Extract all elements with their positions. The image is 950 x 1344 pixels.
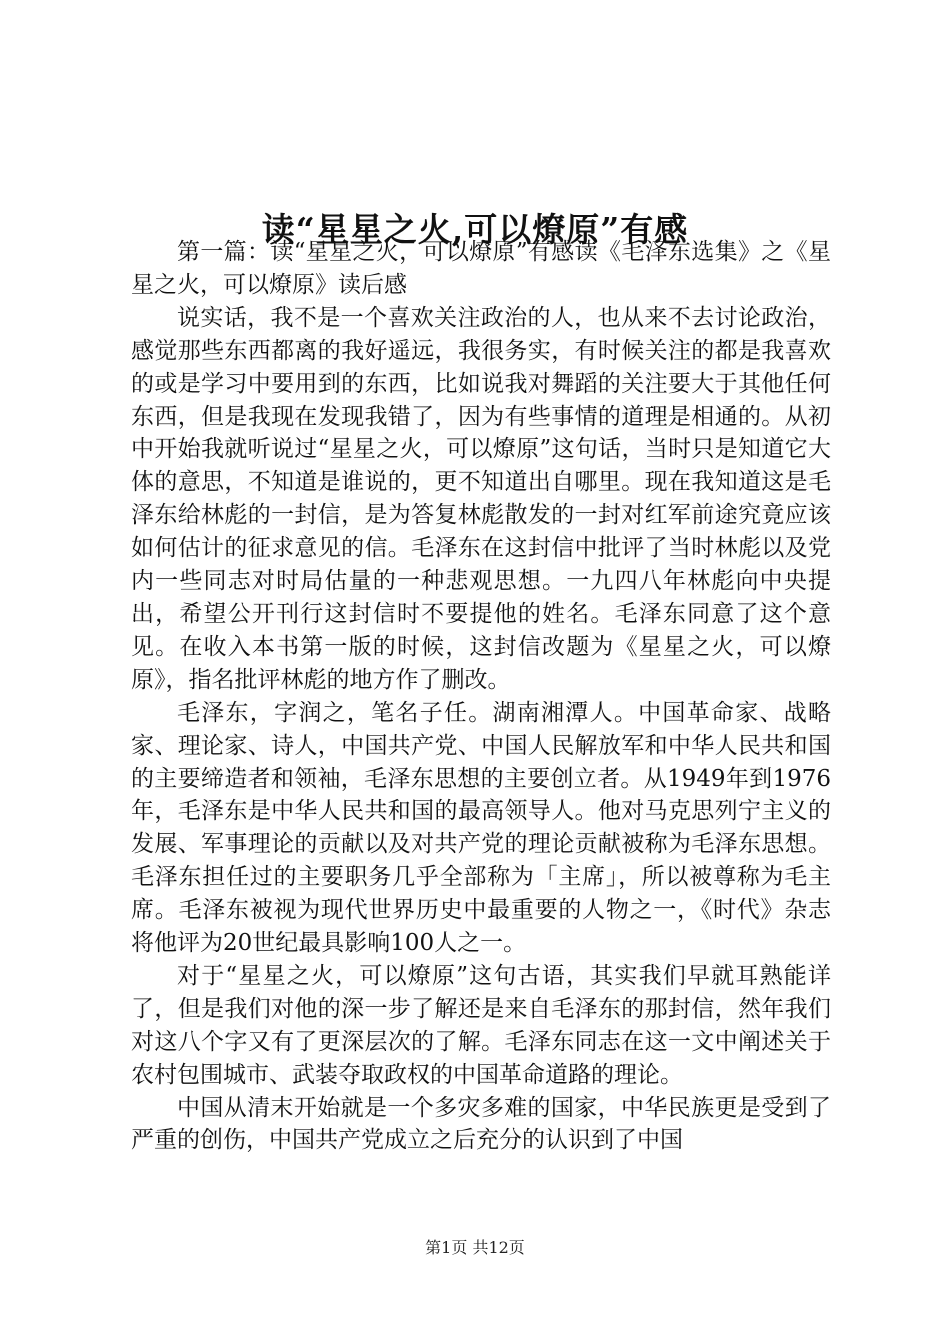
paragraph-4: 中国从清末开始就是一个多灾多难的国家，中华民族更是受到了严重的创伤，中国共产党成立之后充分的认识到了中国 — [131, 1094, 831, 1154]
paragraph-1: 说实话，我不是一个喜欢关注政治的人，也从来不去讨论政治，感觉那些东西都离的我好遥远，我很务实，有时候关注的都是我喜欢的或是学习中要用到的东西，比如说我对舞蹈的关注要大于其他任何东西，但是我现在发现我错了，因为有些事情的道理是相通的。从初中开始我就听说过“星星之火，可以燎原”这句话，当时只是知道它大体的意思，不知道是谁说的，更不知道出自哪里。现在我知道这是毛泽东给林彪的一封信，是为答复林彪散发的一封对红军前途究竟应该如何估计的征求意见的信。毛泽东在这封信中批评了当时林彪以及党内一些同志对时局估量的一种悲观思想。一九四八年林彪向中央提出，希望公开刊行这封信时不要提他的姓名。毛泽东同意了这个意见。在收入本书第一版的时候，这封信改题为《星星之火，可以燎原》，指名批评林彪的地方作了删改。 — [131, 304, 831, 693]
page-number-footer: 第1页 共12页 — [425, 1238, 525, 1257]
paragraph-intro: 第一篇：读“星星之火，可以燎原”有感读《毛泽东选集》之《星星之火，可以燎原》读后感 — [131, 239, 831, 298]
document-body — [131, 236, 831, 1157]
paragraph-2: 毛泽东，字润之，笔名子任。湖南湘潭人。中国革命家、战略家、理论家、诗人，中国共产党、中国人民解放军和中华人民共和国的主要缔造者和领袖，毛泽东思想的主要创立者。从1949年到1976年，毛泽东是中华人民共和国的最高领导人。他对马克思列宁主义的发展、军事理论的贡献以及对共产党的理论贡献被称为毛泽东思想。毛泽东担任过的主要职务几乎全部称为「主席」，所以被尊称为毛主席。毛泽东被视为现代世界历史中最重要的人物之一，《时代》杂志将他评为20世纪最具影响100人之一。 — [131, 699, 831, 957]
document-title: 读“星星之火,可以燎原”有感 — [261, 210, 689, 250]
paragraph-3: 对于“星星之火，可以燎原”这句古语，其实我们早就耳熟能详了，但是我们对他的深一步了解还是来自毛泽东的那封信，然年我们对这八个字又有了更深层次的了解。毛泽东同志在这一文中阐述关于农村包围城市、武装夺取政权的中国革命道路的理论。 — [131, 962, 831, 1088]
